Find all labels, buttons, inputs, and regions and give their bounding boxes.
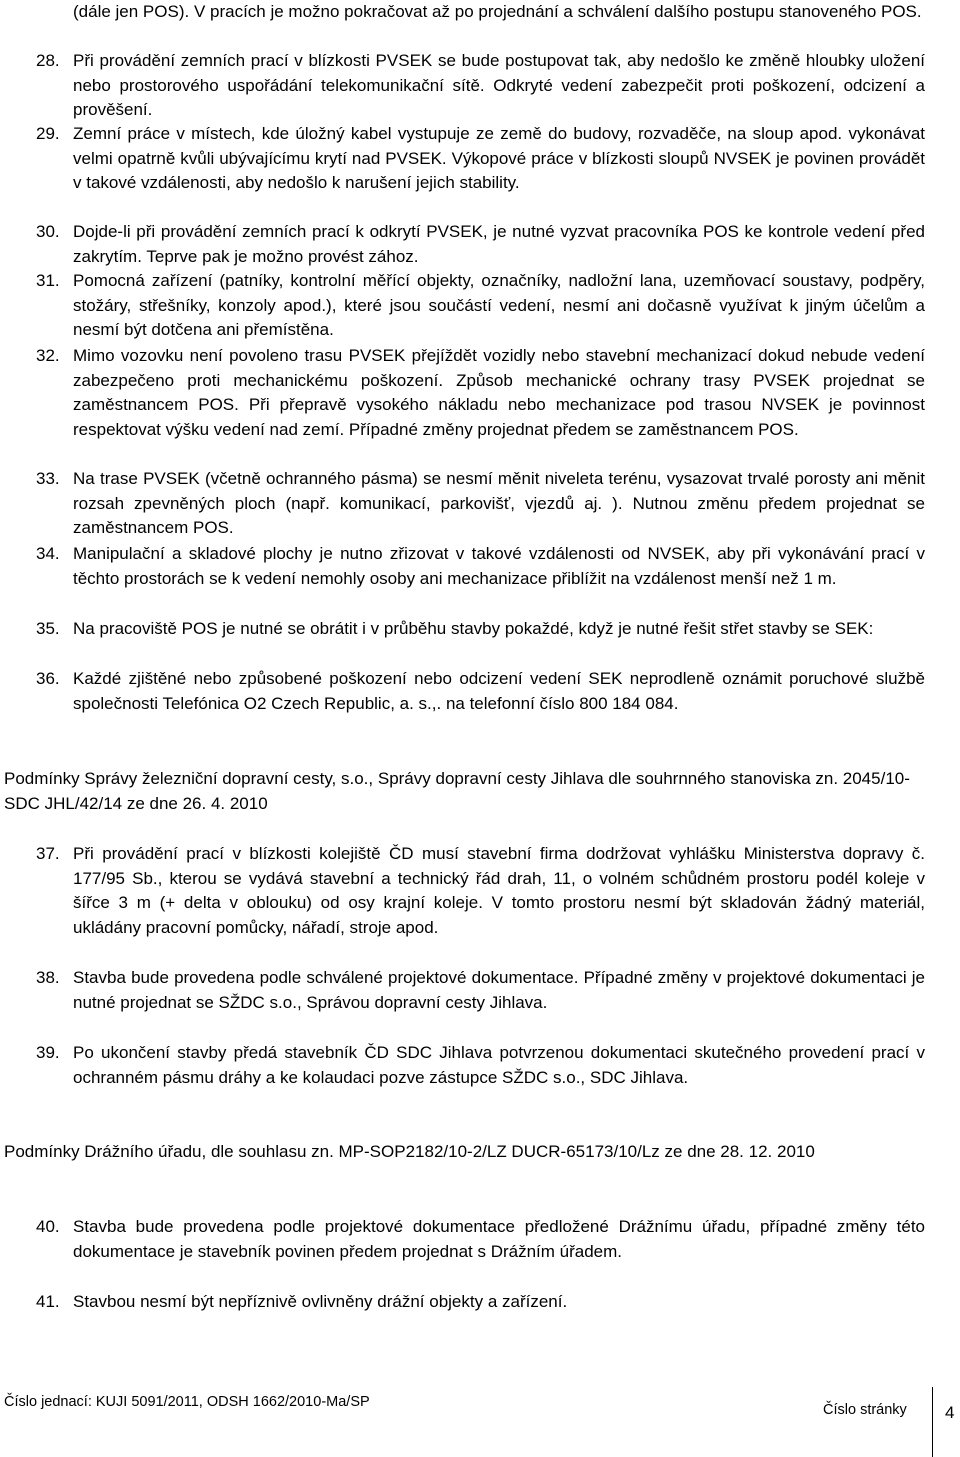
list-item-32 — [36, 344, 925, 442]
item-number — [36, 0, 73, 25]
list-item-continuation — [36, 0, 925, 25]
item-text: Mimo vozovku není povoleno trasu PVSEK přejíždět vozidly nebo stavební mechanizací dokud nebude vedení zabezpečeno proti mechanickému poškození. Způsob mechanické ochrany trasy PVSEK projednat se zaměstnancem POS. Při přepravě vysokého nákladu nebo mechanizace pod trasou NVSEK je povinnost respektovat výšku vedení nad zemí. Případné změny projednat předem se zaměstnancem POS. — [73, 346, 925, 439]
item-number: 41. — [36, 1292, 60, 1311]
item-text: (dále jen POS). V pracích je možno pokračovat až po projednání a schválení dalšího postupu stanoveného POS. — [73, 2, 922, 21]
item-number: 32. — [36, 346, 60, 365]
item-text: Stavbou nesmí být nepříznivě ovlivněny drážní objekty a zařízení. — [73, 1292, 568, 1311]
item-number: 39. — [36, 1043, 60, 1062]
item-number: 35. — [36, 619, 60, 638]
list-item-35 — [36, 617, 925, 642]
item-number: 40. — [36, 1217, 60, 1236]
item-number: 38. — [36, 968, 60, 987]
section-heading-du: Podmínky Drážního úřadu, dle souhlasu zn. MP-SOP2182/10-2/LZ DUCR-65173/10/Lz ze dne 28. 12. 2010 — [4, 1142, 815, 1161]
item-text: Stavba bude provedena podle schválené projektové dokumentace. Případné změny v projektové dokumentaci je nutné projednat se SŽDC s.o., Správou dopravní cesty Jihlava. — [73, 968, 925, 1012]
footer-page-label: Číslo stránky — [823, 1402, 907, 1418]
list-item-28 — [36, 49, 925, 123]
footer-reference: Číslo jednací: KUJI 5091/2011, ODSH 1662/2010-Ma/SP — [4, 1394, 370, 1410]
list-item-41 — [36, 1290, 925, 1315]
item-number: 30. — [36, 222, 60, 241]
list-item-31 — [36, 269, 925, 343]
item-text: Pomocná zařízení (patníky, kontrolní měřící objekty, označníky, nadložní lana, uzemňovací soustavy, podpěry, stožáry, střešníky, konzoly apod.), které jsou součástí vedení, nesmí ani dočasně využívat k jiným účelům a nesmí být dotčena ani přemístěna. — [73, 271, 925, 339]
list-item-34 — [36, 542, 925, 591]
item-text: Po ukončení stavby předá stavebník ČD SDC Jihlava potvrzenou dokumentaci skutečného provedení prací v ochranném pásmu dráhy a ke kolaudaci pozve zástupce SŽDC s.o., SDC Jihlava. — [73, 1043, 925, 1087]
item-text: Při provádění prací v blízkosti kolejiště ČD musí stavební firma dodržovat vyhlášku Ministerstva dopravy č. 177/95 Sb., kterou se vydává stavební a technický řád drah, 11, o volném schůdném prostoru podél koleje v šířce 3 m (+ delta v oblouku) od osy krajní koleje. V tomto prostoru nesmí být skladován žádný materiál, ukládány pracovní pomůcky, nářadí, stroje apod. — [73, 844, 925, 937]
list-item-33 — [36, 467, 925, 541]
item-number: 37. — [36, 844, 60, 863]
item-text: Stavba bude provedena podle projektové dokumentace předložené Drážnímu úřadu, případné změny této dokumentace je stavebník povinen předem projednat s Drážním úřadem. — [73, 1217, 925, 1261]
item-text: Na pracoviště POS je nutné se obrátit i v průběhu stavby pokaždé, když je nutné řešit střet stavby se SEK: — [73, 619, 874, 638]
list-item-39 — [36, 1041, 925, 1090]
list-item-38 — [36, 966, 925, 1015]
item-text: Manipulační a skladové plochy je nutno zřizovat v takové vzdálenosti od NVSEK, aby při vykonávání prací v těchto prostorách se k vedení nemohly osoby ani mechanizace přiblížit na vzdálenost menší než 1 m. — [73, 544, 925, 588]
list-item-36 — [36, 667, 925, 716]
list-item-40 — [36, 1215, 925, 1264]
item-number: 28. — [36, 51, 60, 70]
item-number: 34. — [36, 544, 60, 563]
item-text: Na trase PVSEK (včetně ochranného pásma) se nesmí měnit niveleta terénu, vysazovat trvalé porosty ani měnit rozsah zpevněných ploch (např. komunikací, parkovišť, vjezdů aj. ). Nutnou změnu předem projednat se zaměstnancem POS. — [73, 469, 925, 537]
item-text: Každé zjištěné nebo způsobené poškození nebo odcizení vedení SEK neprodleně oznámit poruchové službě společnosti Telefónica O2 Czech Republic, a. s.,. na telefonní číslo 800 184 084. — [73, 669, 925, 713]
list-item-30 — [36, 220, 925, 269]
item-number: 31. — [36, 271, 60, 290]
section-heading-szdc: Podmínky Správy železniční dopravní cesty, s.o., Správy dopravní cesty Jihlava dle souhrnného stanoviska zn. 2045/10-SDC JHL/42/14 ze dne 26. 4. 2010 — [4, 769, 910, 813]
footer-divider — [932, 1387, 933, 1457]
item-text: Dojde-li při provádění zemních prací k odkrytí PVSEK, je nutné vyzvat pracovníka POS ke kontrole vedení před zakrytím. Teprve pak je možno provést zához. — [73, 222, 925, 266]
item-text: Zemní práce v místech, kde úložný kabel vystupuje ze země do budovy, rozvaděče, na sloup apod. vykonávat velmi opatrně kvůli ubývajícímu krytí nad PVSEK. Výkopové práce v blízkosti sloupů NVSEK je povinen provádět v takové vzdálenosti, aby nedošlo k narušení jejich stability. — [73, 124, 925, 192]
list-item-29 — [36, 122, 925, 196]
item-number: 33. — [36, 469, 60, 488]
page-footer — [4, 1387, 956, 1447]
item-number: 36. — [36, 669, 60, 688]
footer-page-number: 4 — [945, 1403, 955, 1422]
item-text: Při provádění zemních prací v blízkosti PVSEK se bude postupovat tak, aby nedošlo ke změně hloubky uložení nebo prostorového uspořádání telekomunikační sítě. Odkryté vedení zabezpečit proti poškození, odcizení a prověšení. — [73, 51, 925, 119]
list-item-37 — [36, 842, 925, 940]
item-number: 29. — [36, 124, 60, 143]
